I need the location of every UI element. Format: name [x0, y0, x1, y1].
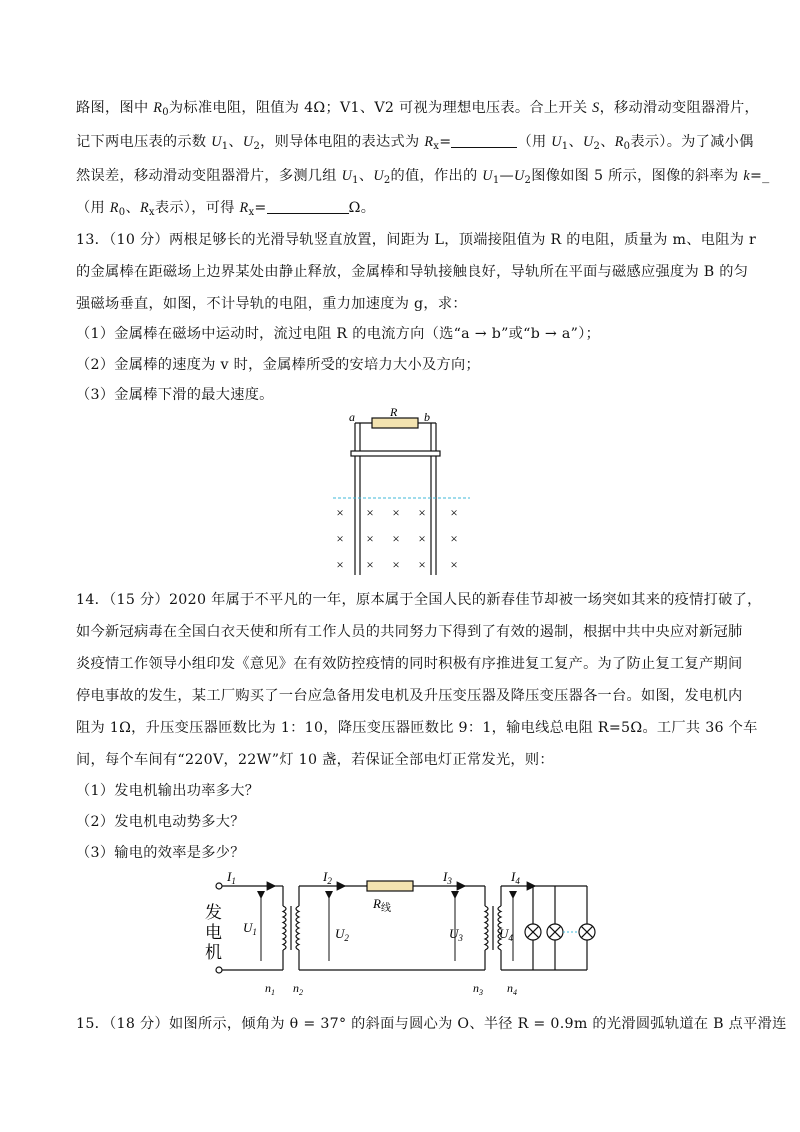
- label-i3: $I_3$: [443, 869, 452, 886]
- label-r-line: $R_线$: [373, 896, 391, 914]
- field-cross: ×: [366, 531, 374, 546]
- q13-line-2: 的金属棒在距磁场上边界某处由静止释放，金属棒和导轨接触良好，导轨所在平面与磁感应强度为 B 的匀: [76, 264, 749, 280]
- q12-line-2: 记下两电压表的示数 $U_1$、$U_2$，则导体电阻的表达式为 $R_x=$ （用 $U_1$、$U_2$、$R_0$表示）。为了减小偶: [76, 134, 754, 152]
- label-n4: $n_4$: [507, 981, 517, 996]
- q14-line-2: 如今新冠病毒在全国白衣天使和所有工作人员的共同努力下得到了有效的遏制，根据中共中央应对新冠肺: [76, 624, 743, 640]
- q13-rail-figure: [330, 405, 475, 580]
- generator-label: [205, 903, 222, 962]
- field-cross: ×: [450, 557, 458, 572]
- field-cross: ×: [418, 557, 426, 572]
- q13-label-b: b: [424, 410, 430, 424]
- q14-line-5: 阻为 1Ω，升压变压器匝数比为 1：10，降压变压器匝数比 9：1，输电线总电阻 R=5Ω。工厂共 36 个车: [76, 720, 758, 736]
- svg-text:机: 机: [205, 943, 222, 962]
- label-i2: $I_2$: [323, 869, 332, 886]
- lamp: [547, 886, 563, 970]
- label-u3: $U_3$: [449, 926, 463, 943]
- q12-line-1: 路图，图中 $R_0$为标准电阻，阻值为 4Ω；V1、V2 可视为理想电压表。合上开关 S，移动滑动变阻器滑片，: [76, 100, 759, 118]
- q13-line-1: 13．（10 分）两根足够长的光滑导轨竖直放置，间距为 L，顶端接阻值为 R 的电阻，质量为 m、电阻为 r: [76, 232, 757, 248]
- q13-resistor: [372, 418, 418, 428]
- q13-metal-bar: [351, 451, 440, 456]
- label-n3: $n_3$: [473, 981, 483, 996]
- answer-blank-rx-expression[interactable]: [451, 133, 517, 148]
- field-cross: ×: [336, 505, 344, 520]
- label-i1: $I_1$: [227, 869, 236, 886]
- label-u4: $U_4$: [499, 926, 513, 943]
- q13-item-2: （2）金属棒的速度为 v 时，金属棒所受的安培力大小及方向；: [76, 357, 480, 373]
- lamp: [579, 886, 595, 970]
- line-resistor: [367, 881, 413, 891]
- field-cross: ×: [418, 531, 426, 546]
- field-cross: ×: [392, 531, 400, 546]
- generator-terminal-bottom: [216, 967, 222, 973]
- t2-primary-coil: [485, 906, 488, 950]
- label-n2: $n_2$: [293, 981, 303, 996]
- q15-line-1: 15．（18 分）如图所示，倾角为 θ = 37° 的斜面与圆心为 O、半径 R = 0.9m 的光滑圆弧轨道在 B 点平滑连: [76, 1016, 787, 1032]
- field-cross: ×: [450, 531, 458, 546]
- lamp: [525, 886, 541, 970]
- q14-item-1: （1）发电机输出功率多大？: [76, 783, 260, 799]
- label-u1: $U_1$: [243, 920, 257, 937]
- q14-item-3: （3）输电的效率是多少？: [76, 845, 245, 861]
- q14-line-1: 14．（15 分）2020 年属于不平凡的一年，原本属于全国人民的新春佳节却被一场突如其来的疫情打破了，: [76, 592, 762, 608]
- q14-transmission-circuit: [195, 866, 615, 996]
- field-cross: ×: [336, 557, 344, 572]
- q13-label-a: a: [349, 410, 355, 424]
- field-cross: ×: [392, 557, 400, 572]
- field-cross: ×: [418, 505, 426, 520]
- label-n1: $n_1$: [265, 981, 275, 996]
- svg-text:电: 电: [205, 923, 222, 942]
- field-cross: ×: [450, 505, 458, 520]
- q14-line-3: 炎疫情工作领导小组印发《意见》在有效防控疫情的同时积极有序推进复工复产。为了防止复工复产期间: [76, 656, 743, 672]
- q13-label-r: R: [390, 405, 398, 419]
- svg-text:发: 发: [205, 903, 222, 922]
- t1-secondary-coil: [296, 906, 299, 950]
- q14-line-6: 间，每个车间有“220V，22W”灯 10 盏，若保证全部电灯正常发光，则：: [76, 752, 554, 768]
- label-u2: $U_2$: [335, 926, 349, 943]
- field-cross: ×: [366, 557, 374, 572]
- q12-line-4: （用 $R_0$、$R_x$表示），可得 $R_x= \Omega$。: [76, 200, 376, 218]
- q14-line-4: 停电事故的发生，某工厂购买了一台应急备用发电机及升压变压器及降压变压器各一台。如图，发电机内: [76, 688, 743, 704]
- field-cross: ×: [366, 505, 374, 520]
- t1-primary-coil: [283, 906, 286, 950]
- field-cross: ×: [392, 505, 400, 520]
- q13-item-1: （1）金属棒在磁场中运动时，流过电阻 R 的电流方向（选“a → b”或“b → a”）；: [76, 326, 601, 342]
- q13-line-3: 强磁场垂直，如图，不计导轨的电阻，重力加速度为 g，求：: [76, 296, 467, 312]
- q13-item-3: （3）金属棒下滑的最大速度。: [76, 387, 274, 403]
- q12-line-3: 然误差，移动滑动变阻器滑片，多测几组 $U_1$、$U_2$的值，作出的 $U_1—U_2$图像如图 5 所示，图像的斜率为 k=_: [76, 168, 770, 186]
- generator-terminal-top: [216, 883, 222, 889]
- label-i4: $I_4$: [511, 869, 520, 886]
- field-cross: ×: [336, 531, 344, 546]
- q14-item-2: （2）发电机电动势多大？: [76, 814, 245, 830]
- answer-blank-rx-value[interactable]: [267, 199, 349, 214]
